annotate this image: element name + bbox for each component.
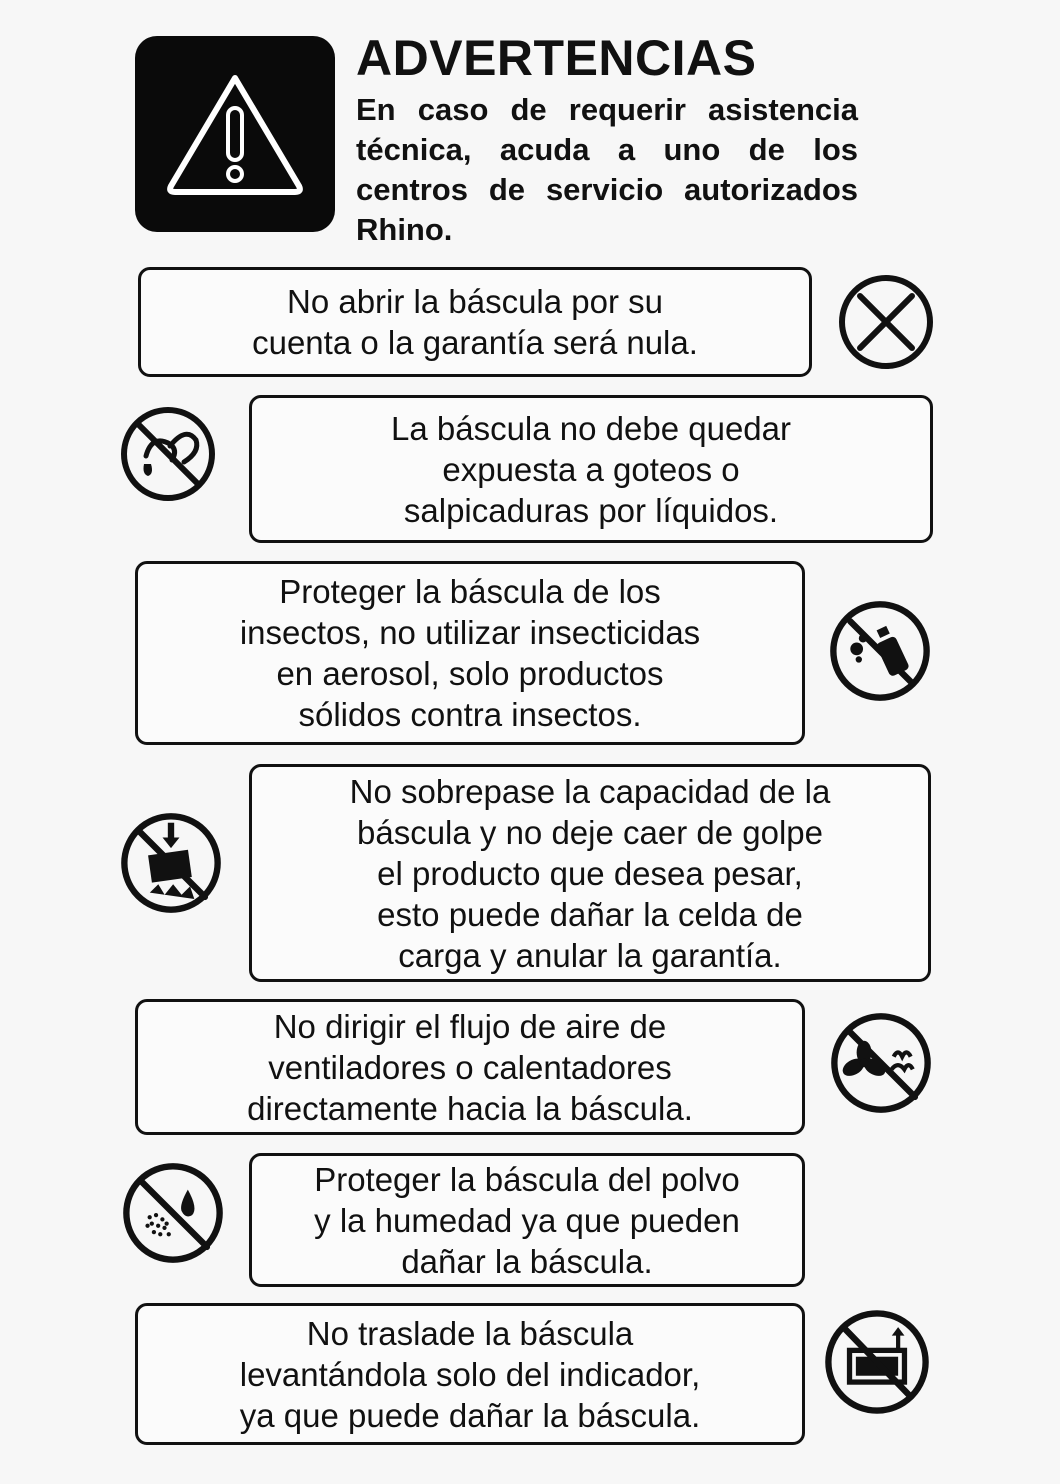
warning-card [138, 267, 812, 377]
no-aerosol-icon [827, 598, 933, 704]
no-lift-indicator-icon [824, 1306, 930, 1418]
no-fan-heater-icon [828, 1010, 934, 1116]
warning-card [249, 1153, 805, 1287]
warning-text: No abrir la báscula por su cuenta o la garantía será nula. [252, 283, 698, 361]
x-circle-icon [836, 272, 936, 372]
warning-text: La báscula no debe quedar expuesta a goteos o salpicaduras por líquidos. [391, 409, 791, 529]
warning-text: Proteger la báscula del polvo y la humedad ya que pueden dañar la báscula. [314, 1160, 740, 1280]
warning-card [249, 395, 933, 543]
warning-card [135, 999, 805, 1135]
warning-card [135, 561, 805, 745]
warning-icon [135, 36, 335, 232]
warning-text: Proteger la báscula de los insectos, no utilizar insecticidas en aerosol, solo productos sólidos contra insectos. [239, 573, 701, 733]
no-liquid-icon [118, 404, 218, 504]
warning-card [249, 764, 931, 982]
warning-text: No dirigir el flujo de aire de ventiladores o calentadores directamente hacia la báscula. [247, 1007, 693, 1127]
warning-card [135, 1303, 805, 1445]
warning-text: No sobrepase la capacidad de la báscula y no deje caer de golpe el producto que desea pesar, esto puede dañar la celda de carga y anular la garantía. [349, 772, 831, 974]
intro-text: En caso de requerir asistencia técnica, acuda a uno de los centros de servicio autorizados Rhino. [356, 92, 858, 247]
no-drop-weight-icon [118, 810, 224, 916]
warning-text: No traslade la báscula levantándola solo del indicador, ya que puede dañar la báscula. [239, 1314, 701, 1434]
no-dust-humidity-icon [120, 1160, 226, 1266]
page-title: ADVERTENCIAS [356, 30, 757, 86]
